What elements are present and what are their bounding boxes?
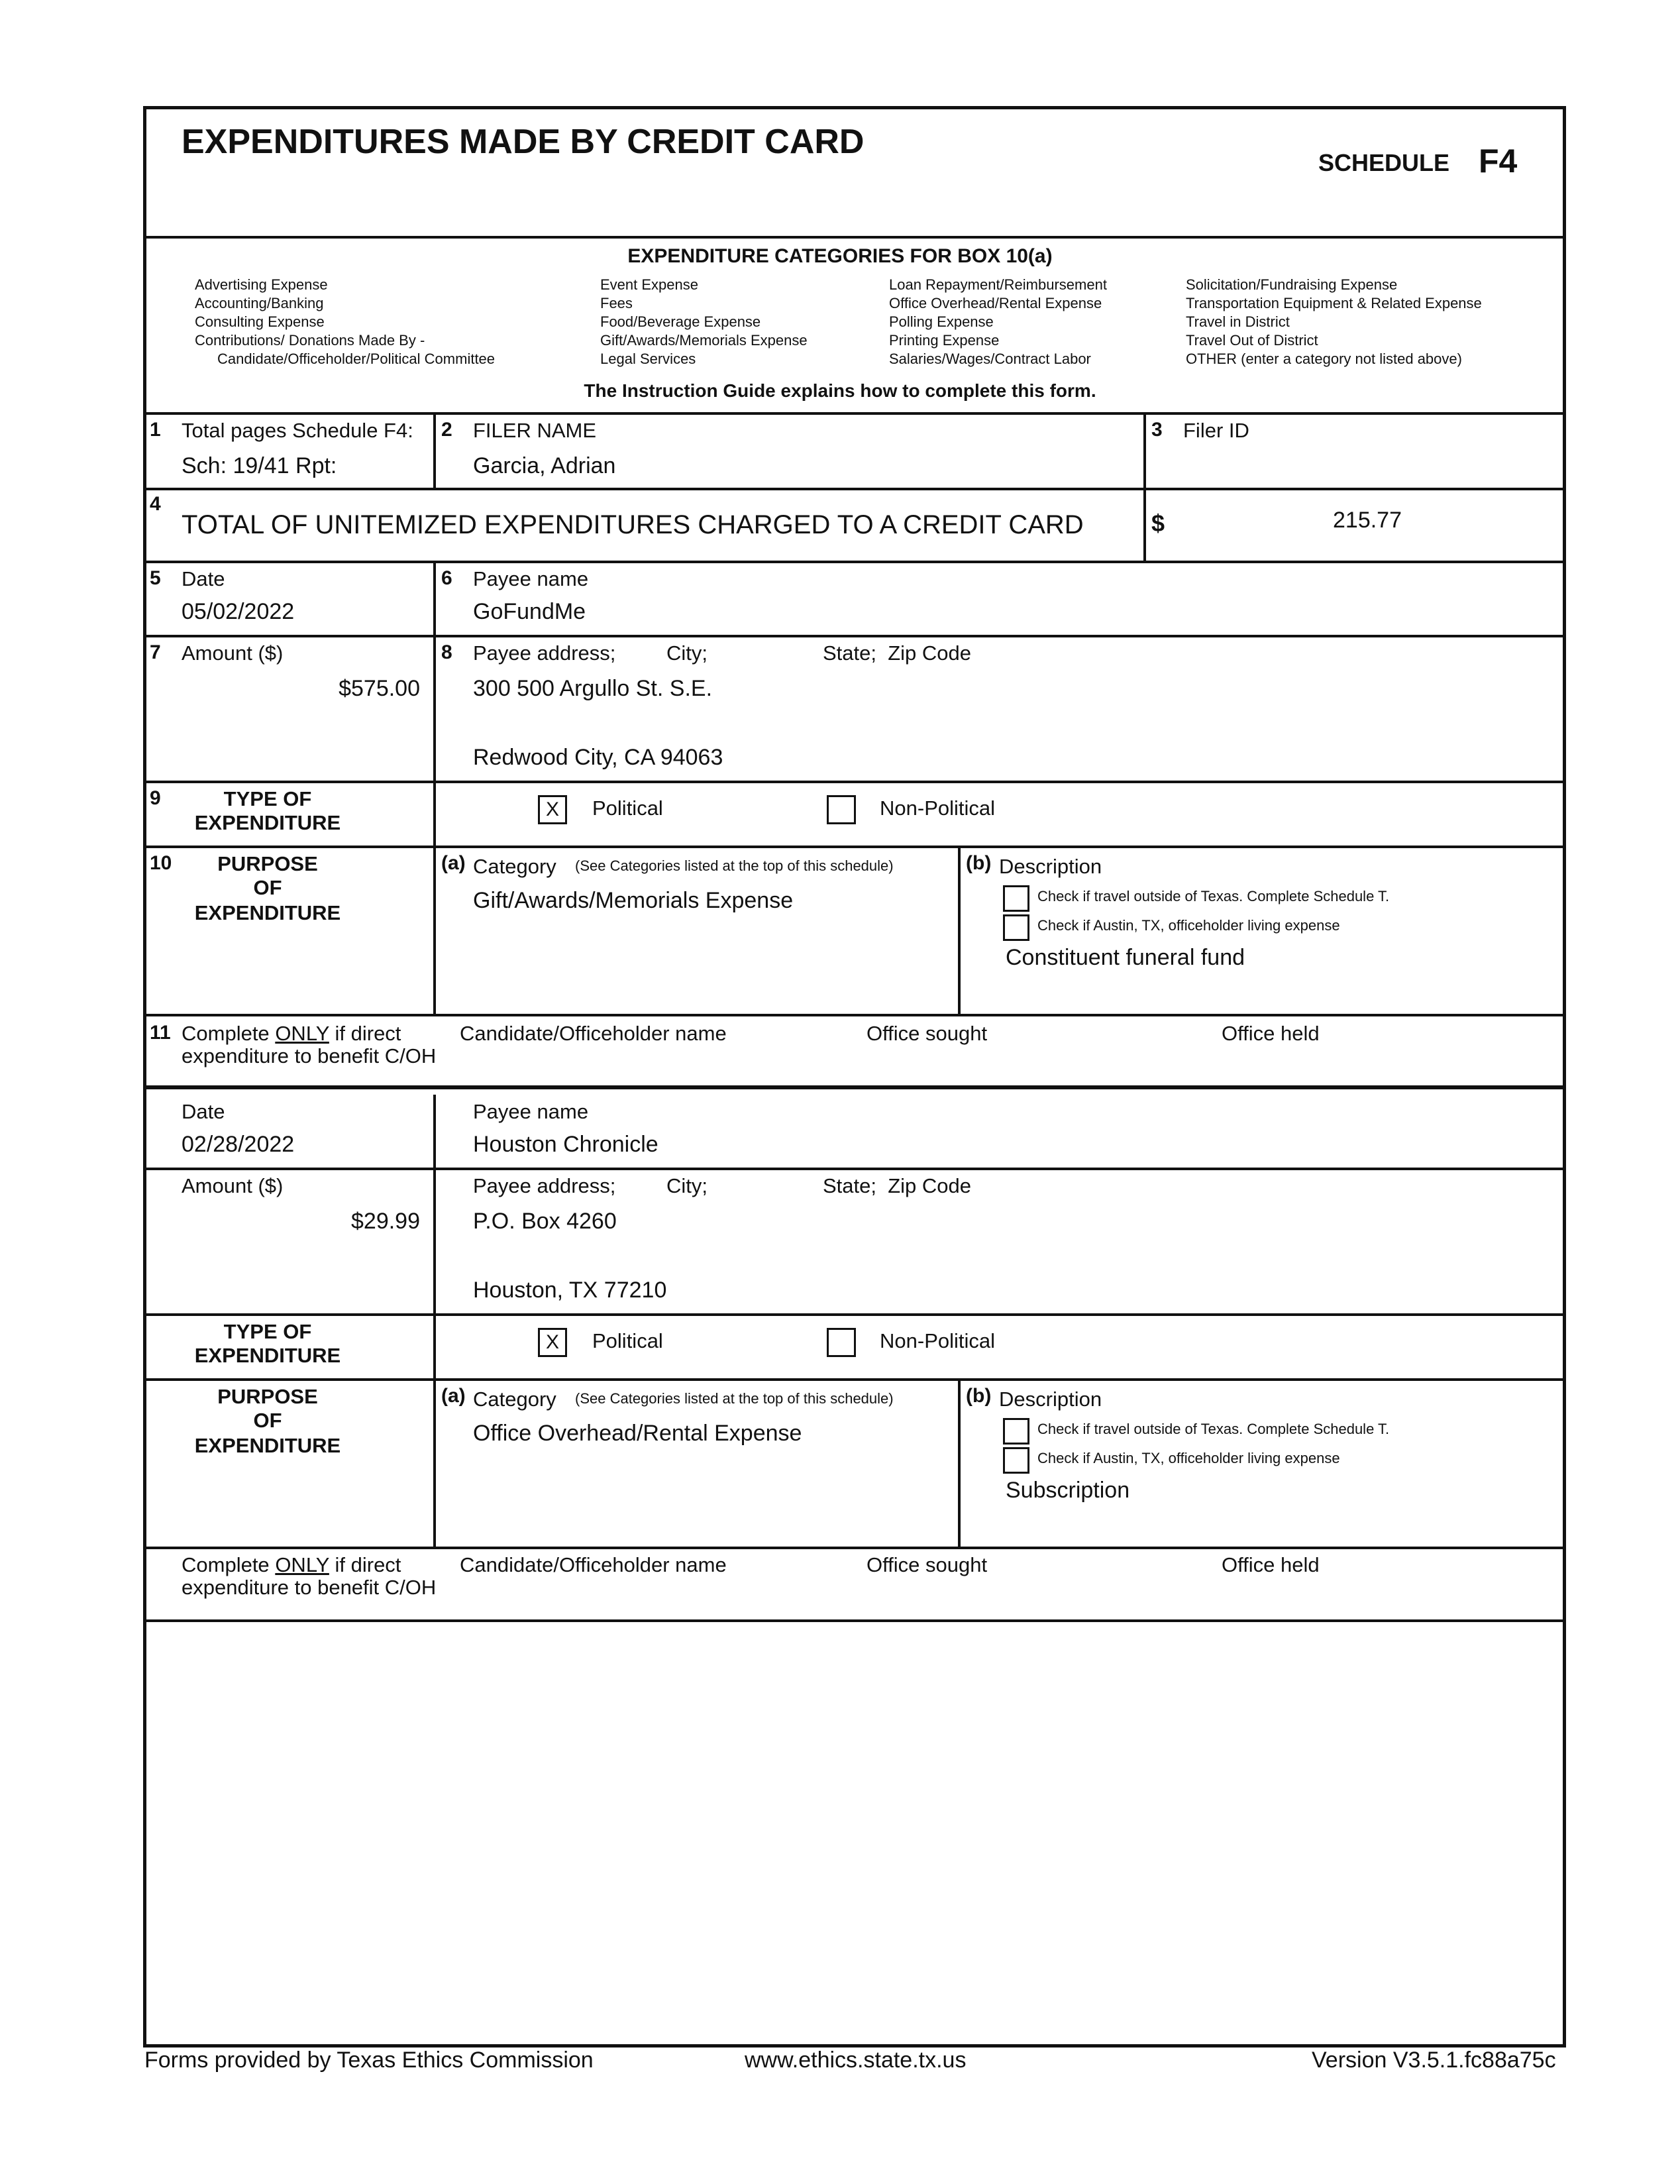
non-political-checkbox[interactable]	[827, 1328, 856, 1357]
only-text: ONLY	[275, 1553, 329, 1576]
category-label: Category	[473, 855, 556, 878]
expenditure-label: EXPENDITURE	[194, 811, 341, 834]
travel-outside-checkbox[interactable]	[1003, 1418, 1029, 1445]
description-value: Subscription	[1006, 1478, 1130, 1503]
divider	[143, 635, 1566, 637]
see-categories-note: (See Categories listed at the top of this schedule)	[575, 857, 894, 874]
of-label: OF	[253, 1409, 282, 1432]
if-direct-text: if direct	[335, 1553, 401, 1576]
divider	[143, 488, 1566, 490]
divider	[143, 846, 1566, 848]
category-item: Printing Expense	[889, 332, 1000, 349]
category-item: Contributions/ Donations Made By -	[195, 332, 425, 349]
austin-expense-checkbox[interactable]	[1003, 1447, 1029, 1474]
category-item: Gift/Awards/Memorials Expense	[600, 332, 808, 349]
filer-name-value: Garcia, Adrian	[473, 453, 616, 478]
purpose-label: PURPOSE	[217, 852, 318, 875]
category-item: Fees	[600, 295, 633, 311]
filer-name-label: FILER NAME	[473, 419, 597, 442]
non-political-label: Non-Political	[880, 1329, 996, 1352]
category-item: Polling Expense	[889, 313, 994, 330]
divider	[143, 781, 1566, 783]
office-sought-label: Office sought	[866, 1553, 988, 1576]
expenditure-label: EXPENDITURE	[194, 901, 341, 924]
purpose-label: PURPOSE	[217, 1385, 318, 1408]
category-value: Gift/Awards/Memorials Expense	[473, 888, 794, 913]
box-number: 5	[150, 567, 161, 589]
description-label: Description	[999, 855, 1102, 878]
payee-name-label: Payee name	[473, 567, 589, 590]
category-item: Legal Services	[600, 351, 696, 367]
benefit-coh-label: expenditure to benefit C/OH	[182, 1576, 437, 1599]
political-checkbox[interactable]: X	[538, 795, 567, 824]
if-direct-text: if direct	[335, 1022, 401, 1045]
divider	[143, 1378, 1566, 1381]
categories-col-4	[1186, 276, 1482, 368]
candidate-name-label: Candidate/Officeholder name	[460, 1553, 727, 1576]
category-letter: (a)	[441, 1385, 466, 1407]
type-of-label: TYPE OF	[223, 787, 312, 810]
entry-separator	[143, 1085, 1566, 1089]
categories-col-3	[889, 276, 1107, 368]
see-categories-note: (See Categories listed at the top of this schedule)	[575, 1390, 894, 1407]
box-number: 9	[150, 787, 161, 809]
box-number: 3	[1151, 419, 1163, 441]
category-item: Candidate/Officeholder/Political Committee	[217, 351, 496, 367]
category-item: Transportation Equipment & Related Expense	[1186, 295, 1482, 311]
box-number: 2	[441, 419, 452, 441]
box-number: 10	[150, 852, 172, 874]
description-label: Description	[999, 1388, 1102, 1411]
non-political-label: Non-Political	[880, 796, 996, 820]
payee-address-label: Payee address;	[473, 1174, 616, 1197]
category-item: Travel in District	[1186, 313, 1290, 330]
amount-label: Amount ($)	[182, 641, 284, 665]
divider	[433, 412, 436, 489]
instruction-note: The Instruction Guide explains how to complete this form.	[584, 380, 1096, 401]
office-sought-label: Office sought	[866, 1022, 988, 1045]
amount-label: Amount ($)	[182, 1174, 284, 1197]
divider	[143, 1168, 1566, 1170]
complete-text: Complete	[182, 1553, 270, 1576]
address-line-2: Redwood City, CA 94063	[473, 745, 723, 770]
categories-col-1	[195, 276, 495, 368]
city-label: City;	[666, 1174, 708, 1197]
complete-only-label	[182, 1023, 401, 1044]
category-item: Salaries/Wages/Contract Labor	[889, 351, 1091, 367]
austin-expense-label: Check if Austin, TX, officeholder living expense	[1037, 1450, 1340, 1466]
address-line-1: P.O. Box 4260	[473, 1209, 617, 1234]
expenditure-label: EXPENDITURE	[194, 1434, 341, 1457]
divider	[143, 1014, 1566, 1016]
currency-symbol: $	[1151, 510, 1165, 537]
office-held-label: Office held	[1222, 1022, 1320, 1045]
box-number: 1	[150, 419, 161, 441]
date-label: Date	[182, 567, 225, 590]
travel-outside-checkbox[interactable]	[1003, 885, 1029, 912]
benefit-coh-label: expenditure to benefit C/OH	[182, 1044, 437, 1067]
category-item: Accounting/Banking	[195, 295, 324, 311]
footer-provider: Forms provided by Texas Ethics Commission	[144, 2048, 594, 2073]
political-label: Political	[592, 1329, 663, 1352]
austin-expense-checkbox[interactable]	[1003, 914, 1029, 941]
divider	[958, 1378, 961, 1548]
of-label: OF	[253, 876, 282, 899]
category-label: Category	[473, 1388, 556, 1411]
box-number: 4	[150, 493, 161, 515]
box-number: 6	[441, 567, 452, 589]
category-item: Travel Out of District	[1186, 332, 1318, 349]
date-value: 02/28/2022	[182, 1132, 295, 1157]
candidate-name-label: Candidate/Officeholder name	[460, 1022, 727, 1045]
category-item: Office Overhead/Rental Expense	[889, 295, 1102, 311]
filer-id-label: Filer ID	[1183, 419, 1249, 442]
description-letter: (b)	[966, 852, 992, 874]
category-letter: (a)	[441, 852, 466, 874]
office-held-label: Office held	[1222, 1553, 1320, 1576]
complete-text: Complete	[182, 1022, 270, 1045]
box-number: 8	[441, 641, 452, 663]
only-text: ONLY	[275, 1022, 329, 1045]
payee-address-label: Payee address;	[473, 641, 616, 665]
total-pages-label: Total pages Schedule F4:	[182, 419, 413, 442]
amount-value: $575.00	[339, 676, 420, 701]
address-line-2: Houston, TX 77210	[473, 1278, 667, 1303]
unitemized-total-value: 215.77	[1333, 508, 1402, 533]
divider	[143, 236, 1566, 239]
box-number: 11	[150, 1022, 171, 1044]
date-label: Date	[182, 1100, 225, 1123]
amount-value: $29.99	[351, 1209, 420, 1234]
form-title: EXPENDITURES MADE BY CREDIT CARD	[182, 123, 865, 161]
categories-col-2	[600, 276, 808, 368]
footer-website[interactable]: www.ethics.state.tx.us	[745, 2048, 967, 2073]
category-item: Food/Beverage Expense	[600, 313, 761, 330]
divider	[143, 561, 1566, 563]
category-item: Consulting Expense	[195, 313, 325, 330]
schedule-code: F4	[1479, 142, 1518, 180]
complete-only-label	[182, 1555, 401, 1575]
payee-name-label: Payee name	[473, 1100, 589, 1123]
category-item: Loan Repayment/Reimbursement	[889, 276, 1107, 293]
payee-name-value: GoFundMe	[473, 599, 586, 624]
box-number: 7	[150, 641, 161, 663]
non-political-checkbox[interactable]	[827, 795, 856, 824]
political-label: Political	[592, 796, 663, 820]
total-pages-value: Sch: 19/41 Rpt:	[182, 453, 337, 478]
divider	[433, 1095, 436, 1548]
divider	[143, 1547, 1566, 1549]
category-item: OTHER (enter a category not listed above)	[1186, 351, 1462, 367]
state-zip-label: State; Zip Code	[823, 1174, 972, 1197]
description-value: Constituent funeral fund	[1006, 945, 1245, 970]
category-value: Office Overhead/Rental Expense	[473, 1421, 802, 1446]
divider	[143, 1313, 1566, 1316]
categories-heading: EXPENDITURE CATEGORIES FOR BOX 10(a)	[627, 245, 1053, 267]
type-of-label: TYPE OF	[223, 1320, 312, 1343]
description-letter: (b)	[966, 1385, 992, 1407]
address-line-1: 300 500 Argullo St. S.E.	[473, 676, 713, 701]
divider	[433, 561, 436, 1015]
travel-outside-label: Check if travel outside of Texas. Complete Schedule T.	[1037, 888, 1390, 904]
travel-outside-label: Check if travel outside of Texas. Complete Schedule T.	[1037, 1421, 1390, 1437]
category-item: Advertising Expense	[195, 276, 328, 293]
austin-expense-label: Check if Austin, TX, officeholder living expense	[1037, 917, 1340, 934]
footer-version: Version V3.5.1.fc88a75c	[1312, 2048, 1556, 2073]
category-item: Solicitation/Fundraising Expense	[1186, 276, 1398, 293]
divider	[958, 846, 961, 1015]
date-value: 05/02/2022	[182, 599, 295, 624]
category-item: Event Expense	[600, 276, 698, 293]
divider	[143, 1619, 1566, 1622]
divider	[143, 412, 1566, 415]
city-label: City;	[666, 641, 708, 665]
payee-name-value: Houston Chronicle	[473, 1132, 658, 1157]
expenditure-label: EXPENDITURE	[194, 1344, 341, 1367]
unitemized-total-label: TOTAL OF UNITEMIZED EXPENDITURES CHARGED TO A CREDIT CARD	[182, 510, 1084, 539]
political-checkbox[interactable]: X	[538, 1328, 567, 1357]
schedule-label: SCHEDULE	[1318, 149, 1450, 176]
state-zip-label: State; Zip Code	[823, 641, 972, 665]
